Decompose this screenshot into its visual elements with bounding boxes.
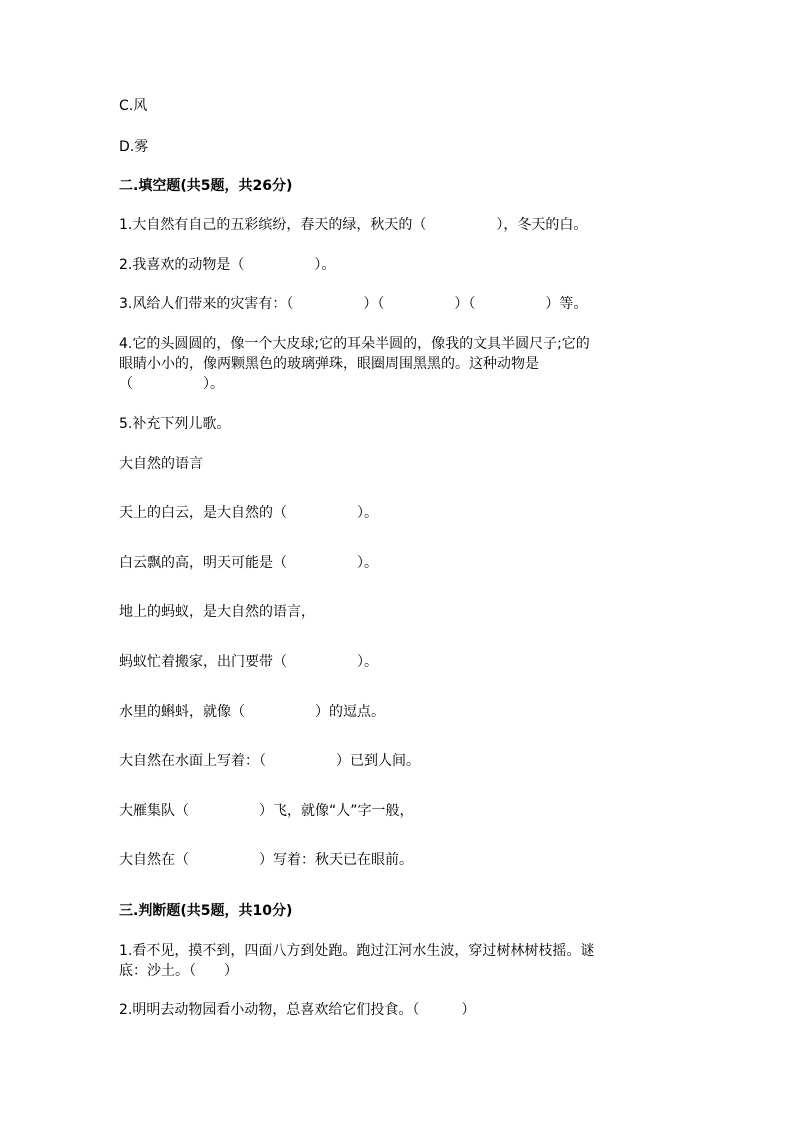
tf-question-2: 2.明明去动物园看小动物，总喜欢给它们投食。（ ） [119, 1002, 476, 1018]
poem-line: 大自然的语言 [119, 456, 203, 472]
poem-line: 大自然在（ ）写着：秋天已在眼前。 [119, 852, 413, 868]
section-heading-fill-in: 二.填空题(共5题，共26分) [119, 178, 293, 194]
option-c: C.风 [119, 98, 148, 114]
question-4-line-3: （ ）。 [119, 376, 224, 392]
poem-line: 白云飘的高，明天可能是（ ）。 [119, 555, 378, 571]
question-5: 5.补充下列儿歌。 [119, 416, 231, 432]
question-2: 2.我喜欢的动物是（ ）。 [119, 257, 336, 273]
poem-line: 地上的蚂蚁，是大自然的语言， [119, 604, 315, 620]
option-d: D.雾 [119, 139, 149, 155]
poem-line: 天上的白云，是大自然的（ ）。 [119, 505, 378, 521]
question-3: 3.风给人们带来的灾害有：（ ）（ ）（ ）等。 [119, 296, 588, 312]
poem-line: 大自然在水面上写着：（ ）已到人间。 [119, 753, 420, 769]
poem-line: 水里的蝌蚪，就像（ ）的逗点。 [119, 704, 385, 720]
poem-line: 大雁集队（ ）飞，就像“人”字一般， [119, 803, 414, 819]
poem-line: 蚂蚁忙着搬家，出门要带（ ）。 [119, 654, 378, 670]
question-1: 1.大自然有自己的五彩缤纷，春天的绿，秋天的（ ），冬天的白。 [119, 217, 588, 233]
tf-question-1-line-2: 底：沙土。（ ） [119, 963, 238, 979]
question-4-line-2: 眼睛小小的，像两颗黑色的玻璃弹珠，眼圈周围黑黑的。这种动物是 [119, 356, 539, 372]
section-heading-true-false: 三.判断题(共5题，共10分) [119, 903, 293, 919]
tf-question-1-line-1: 1.看不见，摸不到，四面八方到处跑。跑过江河水生波，穿过树林树枝摇。谜 [119, 943, 595, 959]
question-4-line-1: 4.它的头圆圆的，像一个大皮球;它的耳朵半圆的，像我的文具半圆尺子;它的 [119, 336, 590, 352]
